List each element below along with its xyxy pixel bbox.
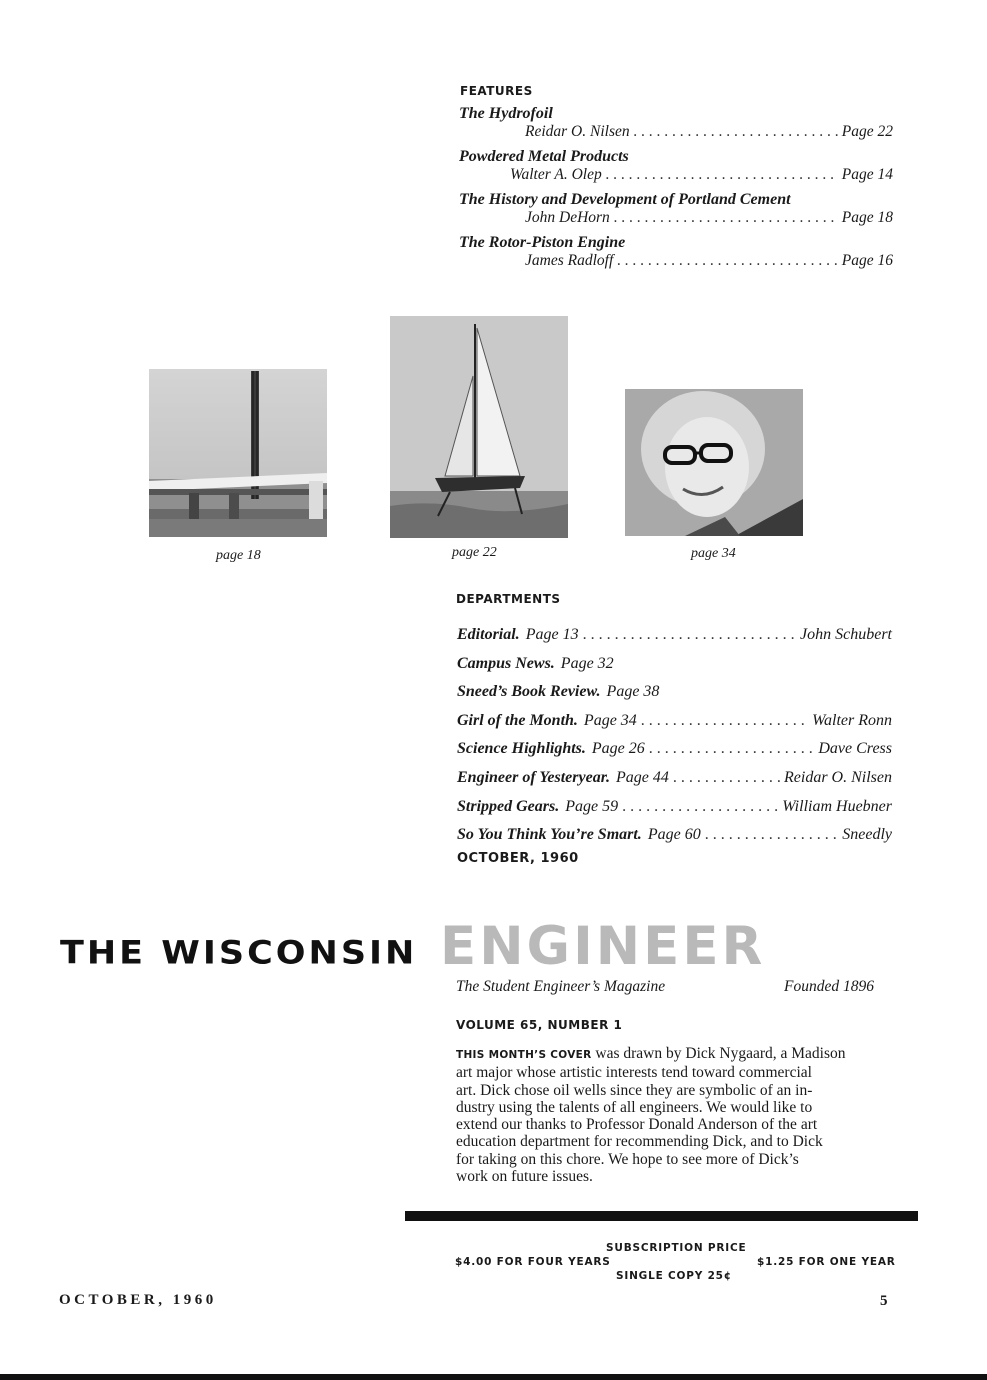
feature-item [459, 234, 893, 277]
feature-item [459, 191, 893, 234]
cover-line: education department for recommending Dick, and to Dick [456, 1133, 823, 1151]
volume-number: VOLUME 65, NUMBER 1 [456, 1018, 623, 1032]
department-name: Editorial. [457, 626, 520, 643]
feature-list [459, 105, 893, 277]
cover-line: work on future issues. [456, 1168, 593, 1186]
photo-caption-3: page 34 [691, 546, 736, 561]
cover-line: for taking on this chore. We hope to see more of Dick’s [456, 1150, 799, 1168]
cover-line: extend our thanks to Professor Donald Anderson of the art [456, 1116, 818, 1134]
feature-page: Page 14 [841, 166, 893, 183]
cover-line: was drawn by Dick Nygaard, a Madison [595, 1045, 846, 1062]
feature-author: John DeHorn [525, 209, 610, 226]
department-name: So You Think You’re Smart. [457, 826, 642, 844]
cover-line: dustry using the talents of all engineers. We would like to [456, 1098, 813, 1116]
feature-page: Page 16 [841, 252, 893, 269]
feature-item [459, 105, 893, 148]
department-name: Stripped Gears. [457, 797, 560, 815]
feature-title: The Rotor-Piston Engine [459, 234, 626, 251]
feature-author: Walter A. Olep [510, 166, 602, 183]
department-item [457, 683, 892, 712]
masthead-wisconsin: THE WISCONSIN [60, 935, 418, 972]
subscription-single-copy: SINGLE COPY 25¢ [616, 1270, 732, 1282]
feature-page: Page 18 [841, 209, 893, 226]
department-author: Dave Cress [818, 740, 892, 758]
masthead-tagline: The Student Engineer’s Magazine [456, 978, 666, 995]
photo-caption-2: page 22 [452, 545, 497, 560]
page-number: 5 [880, 1293, 888, 1309]
department-item [457, 712, 892, 741]
feature-item [459, 148, 893, 191]
department-name: Engineer of Yesteryear. [457, 768, 611, 786]
departments-heading: DEPARTMENTS [456, 592, 561, 606]
feature-title: The Hydrofoil [459, 105, 553, 122]
photo-caption-1: page 18 [216, 548, 261, 563]
issue-date: OCTOBER, 1960 [457, 851, 579, 866]
subscription-heading: SUBSCRIPTION PRICE [606, 1242, 747, 1254]
feature-author: Reidar O. Nilsen [525, 123, 630, 140]
feature-author: James Radloff [525, 252, 614, 269]
department-page: Page 59 [565, 797, 619, 815]
department-page: Page 38 [606, 683, 660, 701]
department-item [457, 626, 892, 655]
department-item [457, 798, 892, 827]
footer-date: OCTOBER, 1960 [59, 1292, 217, 1308]
department-page: Page 44 [616, 768, 669, 786]
cover-line: art. Dick chose oil wells since they are symbolic of an in- [456, 1081, 813, 1099]
department-author: Walter Ronn [812, 711, 892, 729]
department-name: Sneed’s Book Review. [457, 683, 601, 701]
department-author: Reidar O. Nilsen [784, 768, 892, 786]
feature-title: The History and Development of Portland Cement [459, 191, 791, 208]
divider-bar [405, 1211, 918, 1221]
girl-of-month-photo [625, 389, 803, 536]
masthead-founded: Founded 1896 [784, 978, 874, 995]
department-name: Girl of the Month. [457, 711, 578, 729]
cover-label: THIS MONTH’S COVER [456, 1049, 592, 1061]
department-page: Page 32 [560, 654, 614, 672]
department-page: Page 34 [583, 711, 637, 729]
department-author: William Huebner [782, 797, 892, 815]
department-author: John Schubert [800, 626, 892, 643]
department-page: Page 13 [525, 626, 579, 643]
cover-line: art major whose artistic interests tend toward commercial [456, 1064, 812, 1082]
cover-description [456, 1045, 888, 1185]
hydrofoil-sailboat-photo [390, 316, 568, 538]
department-list [457, 626, 892, 848]
feature-title: Powdered Metal Products [459, 148, 629, 165]
department-name: Science Highlights. [457, 740, 586, 758]
department-name: Campus News. [457, 654, 555, 672]
department-item [457, 655, 892, 684]
masthead-engineer: ENGINEER [440, 916, 766, 977]
feature-page: Page 22 [841, 123, 893, 140]
department-item [457, 740, 892, 769]
department-item [457, 826, 892, 848]
bottom-edge-bar [0, 1374, 987, 1380]
subscription-one-year: $1.25 FOR ONE YEAR [757, 1256, 896, 1268]
department-page: Page 60 [647, 826, 701, 844]
subscription-four-years: $4.00 FOR FOUR YEARS [455, 1256, 611, 1268]
features-heading: FEATURES [460, 84, 533, 98]
department-item [457, 769, 892, 798]
department-page: Page 26 [591, 740, 645, 758]
department-author: Sneedly [842, 826, 892, 844]
bridge-crane-photo [149, 369, 327, 537]
